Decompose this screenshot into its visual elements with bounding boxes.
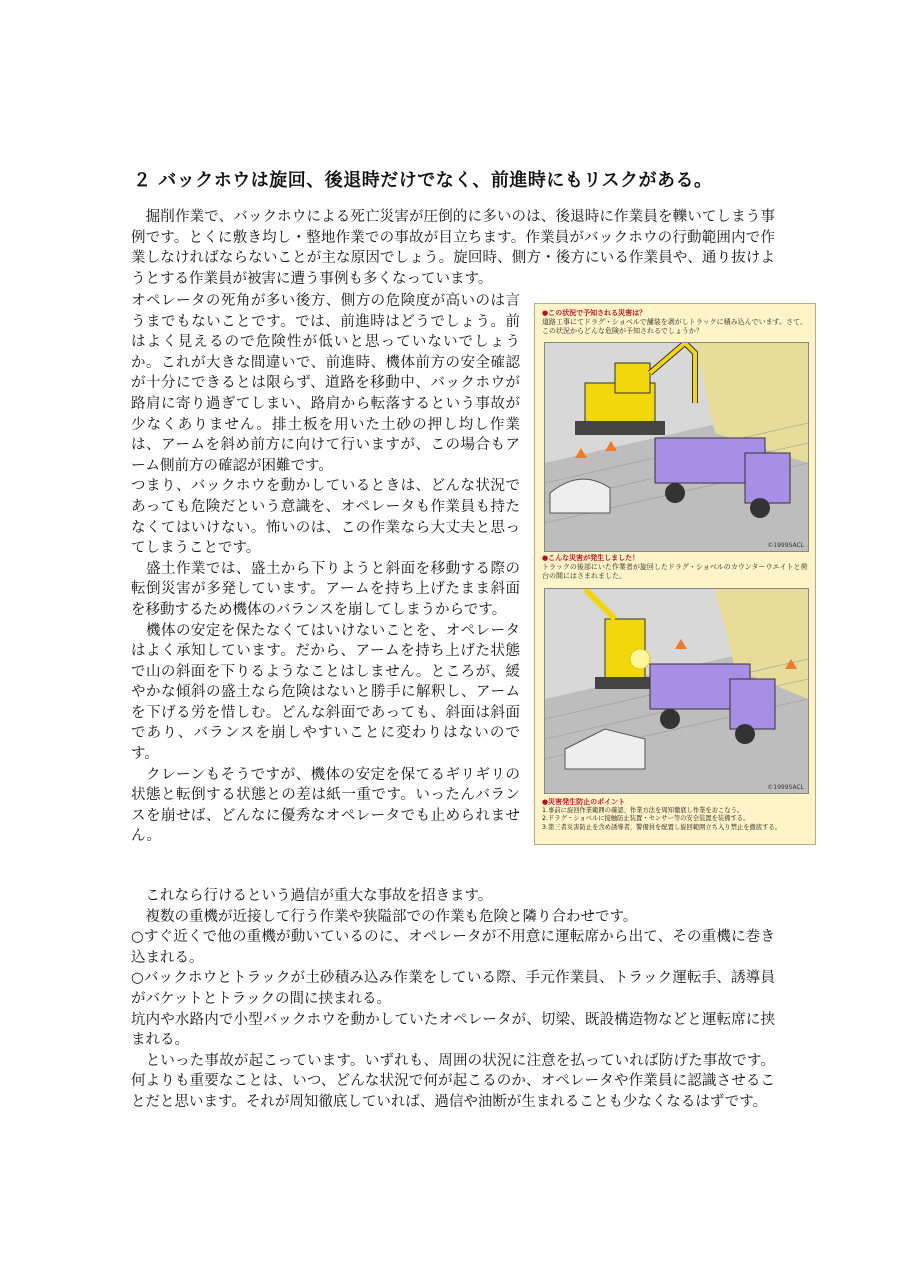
prevention-point: 1.事前に旋回作業範囲の確認、作業方法を周知徹底し作業をおこなう。 xyxy=(542,806,744,814)
prevention-point: 3.第三者災害防止を含め誘導者、警備員を配置し旋回範囲立ち入り禁止を徹底する。 xyxy=(542,823,781,831)
prevention-point: 2.ドラグ・ショベルに接触防止装置・センサー等の安全装置を装備する。 xyxy=(542,815,750,822)
figure-top-text: 道路工事にてドラグ・ショベルで舗装を剥がしトラックに積み込んでいます。さて、この状況からどんな危険が予知されるでしょうか？ xyxy=(542,318,807,335)
figure-mid-caption xyxy=(542,554,810,581)
bottom-text xyxy=(131,886,775,1113)
figure-top-title: ●この状況で予知される災害は？ xyxy=(542,309,647,317)
column-paragraph: クレーンもそうですが、機体の安定を保てるギリギリの状態と転倒する状態との差は紙一重です。いったんバランスを崩せば、どんなに優秀なオペレータでも止められません。 xyxy=(131,766,520,845)
copyright-label: ©1999SACL xyxy=(767,542,804,549)
column-paragraph: オペレータの死角が多い後方、側方の危険度が高いのは言うまでもないことです。では、前進時はどうでしょう。前はよく見えるので危険性が低いと思っていないでしょうか。これが大きな間違いで、前進時、機体前方の安全確認が十分にできるとは限らず、道路を移動中、バックホウが路肩に寄り過ぎてしまい、路肩から転落するという事故が少なくありません。排土板を用いた土砂の押し均し作業は、アームを斜め前方に向けて行いますが、この場合もアーム側前方の確認が困難です。 xyxy=(131,293,520,474)
column-paragraph: つまり、バックホウを動かしているときは、どんな状況であっても危険だという意識を、オペレータも作業員も持たなくてはいけない。怖いのは、この作業なら大丈夫と思ってしまうことです。 xyxy=(131,478,520,557)
prevention-points-title: ●災害発生防止のポイント xyxy=(542,798,626,806)
illustration-panel-before xyxy=(544,342,809,552)
figure-top-caption xyxy=(542,309,810,336)
section-heading: ２ バックホウは旋回、後退時だけでなく、前進時にもリスクがある。 xyxy=(133,170,713,191)
bottom-paragraph: これなら行けるという過信が重大な事故を招きます。 xyxy=(131,888,493,904)
prevention-points xyxy=(542,798,812,832)
figure-mid-text: トラックの後部にいた作業者が旋回したドラグ・ショベルのカウンターウエイトと荷台の間にはさまれました。 xyxy=(542,563,808,580)
column-paragraph: 機体の安定を保たなくてはいけないことを、オペレータはよく承知しています。だから、アームを持ち上げた状態で山の斜面を下りるようなことはしません。ところが、緩やかな傾斜の盛土なら危険はないと勝手に解釈し、アームを下げる労を惜しむ。どんな斜面であっても、斜面は斜面であり、バランスを崩しやすいことに変わりはないのです。 xyxy=(131,622,520,763)
column-paragraph: 盛土作業では、盛土から下りようと斜面を移動する際の転倒災害が多発しています。アームを持ち上げたまま斜面を移動するため機体のバランスを崩してしまうからです。 xyxy=(131,560,520,618)
bottom-paragraph: といった事故が起こっています。いずれも、周囲の状況に注意を払っていれば防げた事故です。何よりも重要なことは、いつ、どんな状況で何が起こるのか、オペレータや作業員に認識させることだと思います。それが周知徹底していれば、過信や油断が生まれることも少なくなるはずです。 xyxy=(131,1052,775,1110)
bottom-paragraph: ○すぐ近くで他の重機が動いているのに、オペレータが不用意に運転席から出て、その重機に巻き込まれる。 xyxy=(131,929,775,966)
hazard-illustration-figure xyxy=(534,303,816,845)
intro-paragraph: 掘削作業で、バックホウによる死亡災害が圧倒的に多いのは、後退時に作業員を轢いてしまう事例です。とくに敷き均し・整地作業での事故が目立ちます。作業員がバックホウの行動範囲内で作業しなければならないことが主な原因でしょう。旋回時、側方・後方にいる作業員や、通り抜けようとする作業員が被害に遭う事例も多くなっています。 xyxy=(131,209,775,287)
copyright-label: ©1999SACL xyxy=(767,784,804,791)
excavator-scene-illustration xyxy=(545,343,808,551)
bottom-paragraph: 坑内や水路内で小型バックホウを動かしていたオペレータが、切梁、既設構造物などと運転席に挟まれる。 xyxy=(131,1011,775,1049)
bottom-paragraph: ○バックホウとトラックが土砂積み込み作業をしている際、手元作業員、トラック運転手、誘導員がバケットとトラックの間に挟まれる。 xyxy=(131,970,775,1007)
bottom-paragraph: 複数の重機が近接して行う作業や狭隘部での作業も危険と隣り合わせです。 xyxy=(131,908,638,925)
accident-scene-illustration xyxy=(545,589,808,793)
illustration-panel-accident xyxy=(544,588,809,794)
figure-mid-title: ●こんな災害が発生しました！ xyxy=(542,554,640,562)
left-column-text xyxy=(131,291,520,847)
